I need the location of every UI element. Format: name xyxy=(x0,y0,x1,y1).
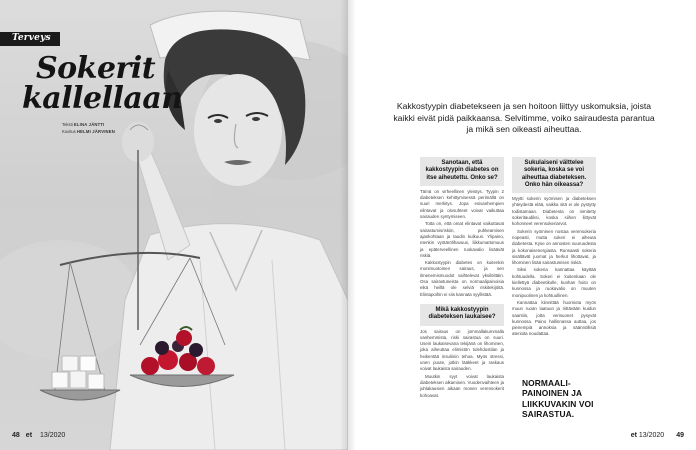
question-2: Mikä kakkostyypin diabeteksen laukaisee? xyxy=(428,306,496,321)
issue-right: 13/2020 xyxy=(638,432,665,439)
magazine-name-right: et xyxy=(630,432,637,439)
magazine-name-left: et xyxy=(25,432,33,439)
question-1: Sanotaan, että kakkostyypin diabetes on itse aiheutettu. Onko se? xyxy=(425,160,499,181)
question-box-1 xyxy=(420,157,504,186)
paragraph: Kakkostyypin diabetes on kuitenkin monimuotoinen sairaus, ja sen ilmenemismuodot vaihtelevat yksilöittäin. Osa sairastuneista on normaalipainoisia eikä heillä ole selviä riskitekijöitä. Elintapoihin ei siis kannata syyllistää. xyxy=(420,260,504,297)
credit-photo-name: HELMI JÄRVINEN xyxy=(76,129,115,134)
column-2 xyxy=(512,157,596,339)
question-box-3 xyxy=(512,157,596,193)
question-3: Sukulaiseni välttelee sokeria, koska se voi aiheuttaa diabeteksen. Onko hän oikeassa? xyxy=(521,160,587,188)
page-number-right: 49 xyxy=(676,432,684,439)
pull-quote-text: NORMAALI-PAINOINEN JA LIIKKUVAKIN VOI SAIRASTUA. xyxy=(522,378,594,420)
credit-photo-label: Kuvitus xyxy=(62,129,76,134)
page-number-left: 48 xyxy=(12,432,20,439)
section-tag-label: Terveys xyxy=(12,33,51,43)
headline-line-2: kallellaan xyxy=(22,81,183,116)
headline-line-1: Sokerit xyxy=(36,51,156,86)
paragraph: Totta on, että omat elintavat vaikuttavat sairastumisriskiin, puhkeamisen ajankohtaan ja taudin kulkuun. Ylipaino, etenkin vyötärölihavuus, liikkumattomuus ja epäterveellinen ruokavalio lisäävät riskiä. xyxy=(420,221,504,258)
page-footer-left xyxy=(12,432,65,439)
right-page xyxy=(348,0,696,450)
credit-text-label: Teksti xyxy=(62,122,73,127)
paragraph: Jos sairaus on jommallakummalla vanhemmista, riski sairastua on suuri. Usein laukaisevana tekijänä on lihominen, joka aiheuttaa elimistön tulehdustilan ja heikentää insuliinin tehoa. Myös stressi, unen puute, jotkin lääkkeet ja raskaus voivat laukaista sairauden. xyxy=(420,328,504,372)
paragraph: Sokerin syöminen nostaa verensokeria nopeasti, mutta sokeri ei aiheuta diabetesta. Kyse on annosten suuruudesta ja kokonaisenergiasta. Runsaasti sokeria sisältävät juomat ja herkut lihottavat, ja lihominen lisää sairastumisen riskiä. xyxy=(512,228,596,266)
pull-quote xyxy=(522,378,602,420)
paragraph: Myytti sokerin syömisen ja diabeteksen yhteydestä elää, vaikka sitä ei ole pystytty todistamaan. Diabetesta on nimitetty sokeritaudiksi, koska siihen liittyvät kohonneet verensokeriarvot. xyxy=(512,196,596,227)
paragraph: Muutkin syyt voivat laukaista diabeteksen alkamisen. Vuodenvaihteen ja juhlakausien aikaan monen verensokerit kohoavat. xyxy=(420,373,504,398)
credit-text-name: ELINA JÄNTTI xyxy=(73,122,105,127)
page-footer-right xyxy=(631,432,684,439)
paragraph: Tämä on virheellinen yleistys. Tyypin 2 diabeteksen kehittymisessä perimällä on suuri merkitys. Jopa esivanhempien elintavat ja olosuhteet voivat vaikuttaa sairauden syntymiseen. xyxy=(420,188,504,220)
paragraph: Siksi sokeria kannattaa käyttää kohtuudella. Sokeri ei kuitenkaan ole kiellettyä diabeetikolle, kunhan hoito on kunnossa ja ruokavalio on muuten monipuolinen ja kohtuullinen. xyxy=(512,267,596,298)
section-tag xyxy=(0,32,60,46)
question-box-2 xyxy=(420,304,504,326)
intro-text: Kakkostyypin diabetekseen ja sen hoitoon liittyy uskomuksia, joista kaikki eivät pidä paikkaansa. Selvitimme, voiko sairaudesta parantua ja mikä sen oikeasti aiheuttaa. xyxy=(393,101,655,135)
column-1 xyxy=(420,157,504,400)
paragraph: Kannattaa kiinnittää huomiota myös muun ruoan laatuun ja riittävään kuidun saantiin, jotta verisuonet pysyvät kunnossa. Paino hallinnassa auttaa, jos pienempiä annoksia ja säännöllisiä aterioita noudattaa. xyxy=(512,299,596,337)
headline xyxy=(22,51,183,116)
credits xyxy=(62,121,115,135)
issue-left: 13/2020 xyxy=(39,432,66,439)
